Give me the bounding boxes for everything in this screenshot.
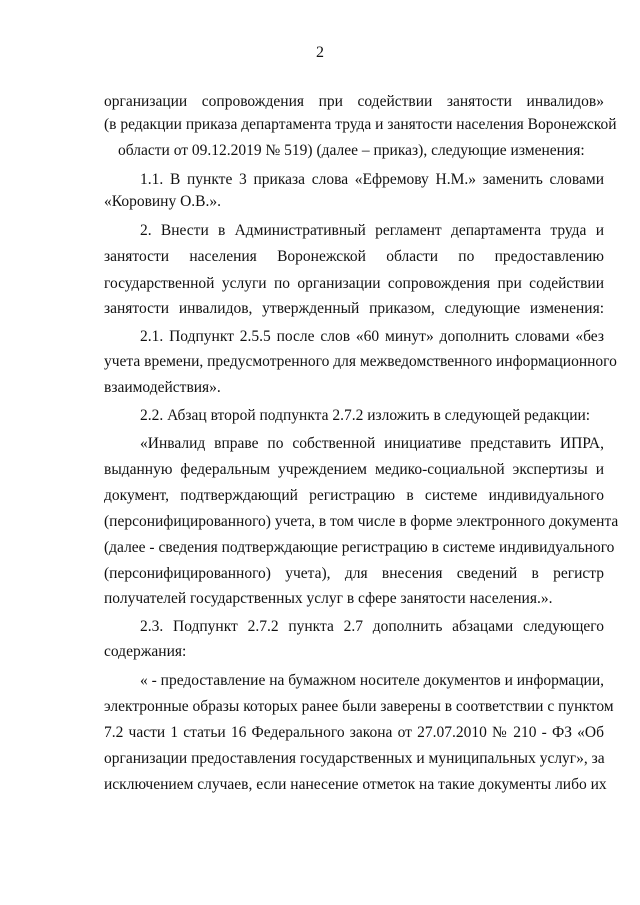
text-line: 2.2. Абзац второй подпункта 2.7.2 изложить в следующей редакции: (140, 407, 591, 424)
text-line: электронные образы которых ранее были заверены в соответствии с пунктом (104, 698, 614, 715)
text-line: учета времени, предусмотренного для межведомственного информационного (104, 353, 617, 370)
text-line: документ, подтверждающий регистрацию в системе индивидуального (104, 487, 604, 504)
text-line: организации сопровождения при содействии занятости инвалидов» (104, 93, 604, 110)
text-line: 1.1. В пункте 3 приказа слова «Ефремову Н.М.» заменить словами (140, 171, 604, 188)
text-line: организации предоставления государственных и муниципальных услуг», за (104, 750, 605, 767)
text-line: исключением случаев, если нанесение отметок на такие документы либо их (104, 776, 607, 793)
text-line: занятости населения Воронежской области по предоставлению (104, 248, 604, 265)
text-line: государственной услуги по организации сопровождения при содействии (104, 275, 604, 292)
text-line: (персонифицированного) учета, в том числе в форме электронного документа (104, 513, 619, 530)
text-line: «Коровину О.В.». (104, 193, 222, 210)
text-line: 2.1. Подпункт 2.5.5 после слов «60 минут» дополнить словами «без (140, 328, 604, 345)
text-line: (персонифицированного) учета), для внесения сведений в регистр (104, 565, 604, 582)
text-line: занятости инвалидов, утвержденный приказом, следующие изменения: (104, 300, 604, 317)
text-line: «Инвалид вправе по собственной инициативе представить ИПРА, (140, 435, 604, 452)
text-line: (в редакции приказа департамента труда и занятости населения Воронежской (104, 116, 617, 133)
text-line: 2. Внести в Административный регламент департамента труда и (140, 222, 604, 239)
text-line: взаимодействия». (104, 379, 221, 396)
text-line: 7.2 части 1 статьи 16 Федерального закона от 27.07.2010 № 210 - ФЗ «Об (104, 724, 604, 741)
text-line: получателей государственных услуг в сфере занятости населения.». (104, 590, 553, 607)
text-line: 2.3. Подпункт 2.7.2 пункта 2.7 дополнить абзацами следующего (140, 618, 604, 635)
text-line: содержания: (104, 643, 187, 660)
page-number: 2 (316, 44, 324, 61)
text-line: выданную федеральным учреждением медико-социальной экспертизы и (104, 461, 604, 478)
text-line: « - предоставление на бумажном носителе документов и информации, (140, 672, 604, 689)
text-line: (далее - сведения подтверждающие регистрацию в системе индивидуального (104, 539, 615, 556)
text-line: области от 09.12.2019 № 519) (далее – приказ), следующие изменения: (118, 142, 585, 159)
